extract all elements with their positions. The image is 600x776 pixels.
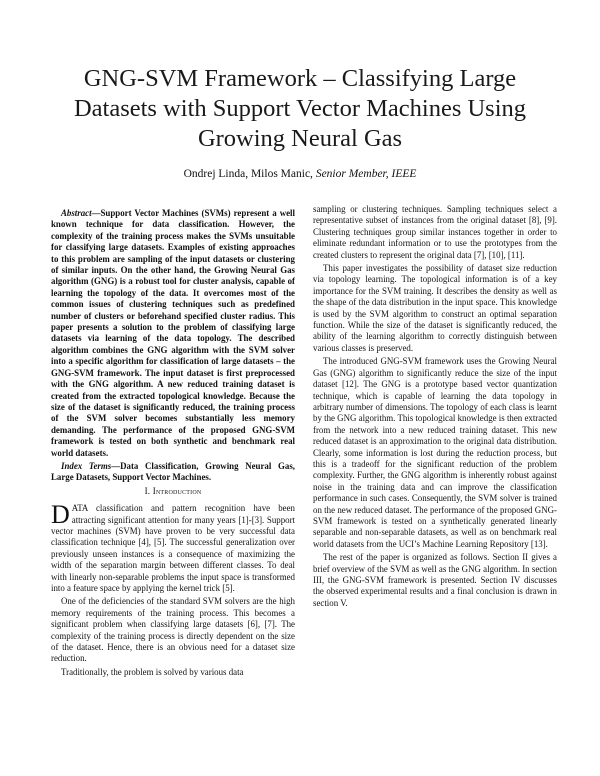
abstract-lead: Abstract — [61, 208, 92, 218]
left-column — [51, 208, 295, 680]
index-terms — [51, 461, 295, 484]
paper-title: GNG-SVM Framework – Classifying Large Datasets with Support Vector Machines Using Growing Neural Gas — [73, 65, 527, 152]
intro-paragraph-2: One of the deficiencies of the standard SVM solvers are the high memory requirements of the training process. This becomes a significant problem when classifying large datasets [6], [7]. The complexity of the training process is directly dependent on the size of the dataset. Hence, there is an obvious need for a dataset size reduction. — [51, 596, 295, 664]
right-paragraph-4: The rest of the paper is organized as follows. Section II gives a brief overview of the SVM as well as the GNG algorithm. In section III, the GNG-SVM framework is presented. Section IV discusses the observed experimental results and a final conclusion is drawn in section V. — [313, 552, 557, 608]
author-role: Senior Member, IEEE — [315, 168, 417, 180]
abstract-text: —Support Vector Machines (SVMs) represent a well known technique for data classification. However, the complexity of the training process makes the SVMs unsuitable for classifying large datasets. Examples of existing approaches to this problem are sampling of the input datasets or clustering of similar inputs. On the other hand, the Growing Neural Gas algorithm (GNG) is a robust tool for cluster analysis, capable of learning the topology of the data. It overcomes most of the common issues of clustering techniques such as predefined number of clusters or beforehand specified cluster radius. This paper presents a solution to the problem of classifying large datasets via learning of the data topology. The described algorithm combines the GNG algorithm with the SVM solver into a specific algorithm for classification of large datasets – the GNG-SVM framework. The input dataset is first preprocessed with the GNG algorithm. A new reduced training dataset is created from the extracted topological knowledge. Because the size of the dataset is significantly reduced, the training process of the SVM solver becomes substantially less memory demanding. The performance of the proposed GNG-SVM framework is tested on both synthetic and benchmark real world datasets. — [51, 208, 295, 458]
section-number: I. — [144, 485, 151, 496]
abstract — [51, 208, 295, 459]
right-paragraph-2: This paper investigates the possibility of dataset size reduction via topology learning. The topological information is of a key importance for the SVM training. It describes the density as well as the shape of the data distribution in the input space. This knowledge is used by the SVM algorithm to construct an optimal separation function. While the size of the dataset is significantly reduced, the ability of the learning algorithm to correctly distinguish between various classes is preserved. — [313, 263, 557, 353]
section-title: Introduction — [152, 485, 202, 496]
index-terms-text: —Data Classification, Growing Neural Gas, Large Datasets, Support Vector Machines. — [51, 460, 296, 483]
author-line — [60, 167, 540, 181]
right-paragraph-1: sampling or clustering techniques. Sampling techniques select a representative subset of instances from the original dataset [8], [9]. Clustering techniques group similar instances together in order to eliminate redundant information or to use the prototypes from the created clusters to represent the original data [7], [10], [11]. — [313, 204, 557, 260]
intro-paragraph-3: Traditionally, the problem is solved by various data — [61, 666, 244, 677]
section-heading-introduction — [51, 486, 295, 497]
right-column — [313, 204, 557, 611]
intro-paragraph-1 — [51, 500, 295, 594]
index-terms-lead: Index Terms — [61, 460, 112, 471]
author-names: Ondrej Linda, Milos Manic, — [183, 168, 316, 180]
right-paragraph-3: The introduced GNG-SVM framework uses the Growing Neural Gas (GNG) algorithm to significantly reduce the size of the input dataset [12]. The GNG is a prototype based vector quantization technique, which is capable of learning the data topology in arbitrary number of dimensions. The topology of each class is learnt by the GNG algorithm. This topological knowledge is then extracted from the network into a new reduced training dataset. This new reduced dataset is an approximation to the original data distribution. Clearly, some information is lost during the reduction process, but this is a tradeoff for the significant reduction of the problem complexity. Further, the GNG algorithm is inherently robust against noise in the training data and can improve the classification performance in such cases. Consequently, the SVM solver is trained on the new reduced dataset. The performance of the proposed GNG-SVM framework is tested on a synthetically generated linearly separable and non-separable datasets, as well as on benchmark real world datasets from the UCI’s Machine Learning Repository [13]. — [313, 356, 557, 549]
intro-paragraph-1-text: ATA classification and pattern recognition have been attracting significant attention for many years [1]-[3]. Support vector machines (SVM) have proven to be very successful data classification technique [4], [5]. The successful generalization over previously unseen instances is a consequence of maximizing the width of the separation margin between different classes. To deal with linearly non-separable problems the input space is transformed into a feature space by applying the kernel trick [5]. — [51, 503, 295, 593]
drop-cap: D — [51, 500, 70, 530]
